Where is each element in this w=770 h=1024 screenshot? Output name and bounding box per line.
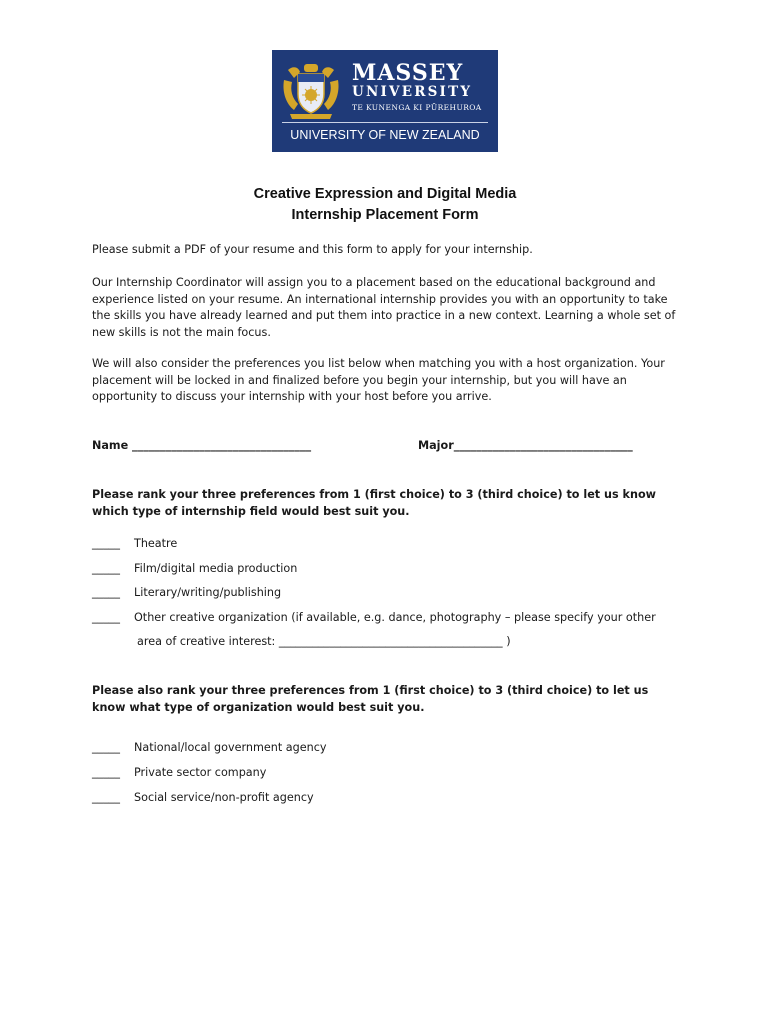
logo-name: MASSEY <box>352 60 464 86</box>
org-ranking-heading: Please also rank your three preferences from 1 (first choice) to 3 (third choice) to let us know what type of organization would best suit you. <box>92 684 649 714</box>
intro-paragraph: Please submit a PDF of your resume and this form to apply for your internship. <box>92 243 533 256</box>
option-literary: Literary/writing/publishing <box>134 586 282 599</box>
logo-motto: TE KUNENGA KI PŪREHUROA <box>352 103 482 112</box>
logo-divider <box>282 122 488 123</box>
option-non-profit: Social service/non-profit agency <box>134 791 314 804</box>
form-title-line1: Creative Expression and Digital Media <box>253 186 517 202</box>
massey-university-logo <box>272 50 498 152</box>
option-theatre: Theatre <box>134 537 178 550</box>
preferences-paragraph: We will also consider the preferences you list below when matching you with a host organization. Your placement will be locked in and finalized before you begin your internship, but you will have an opportunity to discuss your internship with your host before you arrive. <box>92 357 665 403</box>
rank-blank-theatre[interactable]: _____ <box>92 537 120 550</box>
major-field[interactable]: Major________________________________ <box>418 439 633 452</box>
form-title-line2: Internship Placement Form <box>291 207 479 223</box>
name-field[interactable]: Name ________________________________ <box>92 439 312 452</box>
rank-blank-government[interactable]: _____ <box>92 741 120 754</box>
other-interest-field[interactable]: area of creative interest: ________________________________________ ) <box>137 635 511 648</box>
logo-country: UNIVERSITY OF NEW ZEALAND <box>290 128 480 142</box>
logo-subtitle: UNIVERSITY <box>352 84 473 100</box>
rank-blank-nonprofit[interactable]: _____ <box>92 791 120 804</box>
university-crest-icon <box>280 60 342 122</box>
option-other-creative: Other creative organization (if available, e.g. dance, photography – please specify your other <box>134 611 656 624</box>
option-government-agency: National/local government agency <box>134 741 327 754</box>
rank-blank-private[interactable]: _____ <box>92 766 120 779</box>
rank-blank-literary[interactable]: _____ <box>92 586 120 599</box>
rank-blank-other[interactable]: _____ <box>92 611 120 624</box>
field-ranking-heading: Please rank your three preferences from 1 (first choice) to 3 (third choice) to let us know which type of internship field would best suit you. <box>92 488 656 518</box>
coordinator-paragraph: Our Internship Coordinator will assign you to a placement based on the educational background and experience listed on your resume. An international internship provides you with an opportunity to take the skills you have already learned and put them into practice in a new context. Learning a whole set of new skills is not the main focus. <box>92 276 676 339</box>
rank-blank-film[interactable]: _____ <box>92 562 120 575</box>
option-film-digital-media: Film/digital media production <box>134 562 298 575</box>
option-private-sector: Private sector company <box>134 766 267 779</box>
